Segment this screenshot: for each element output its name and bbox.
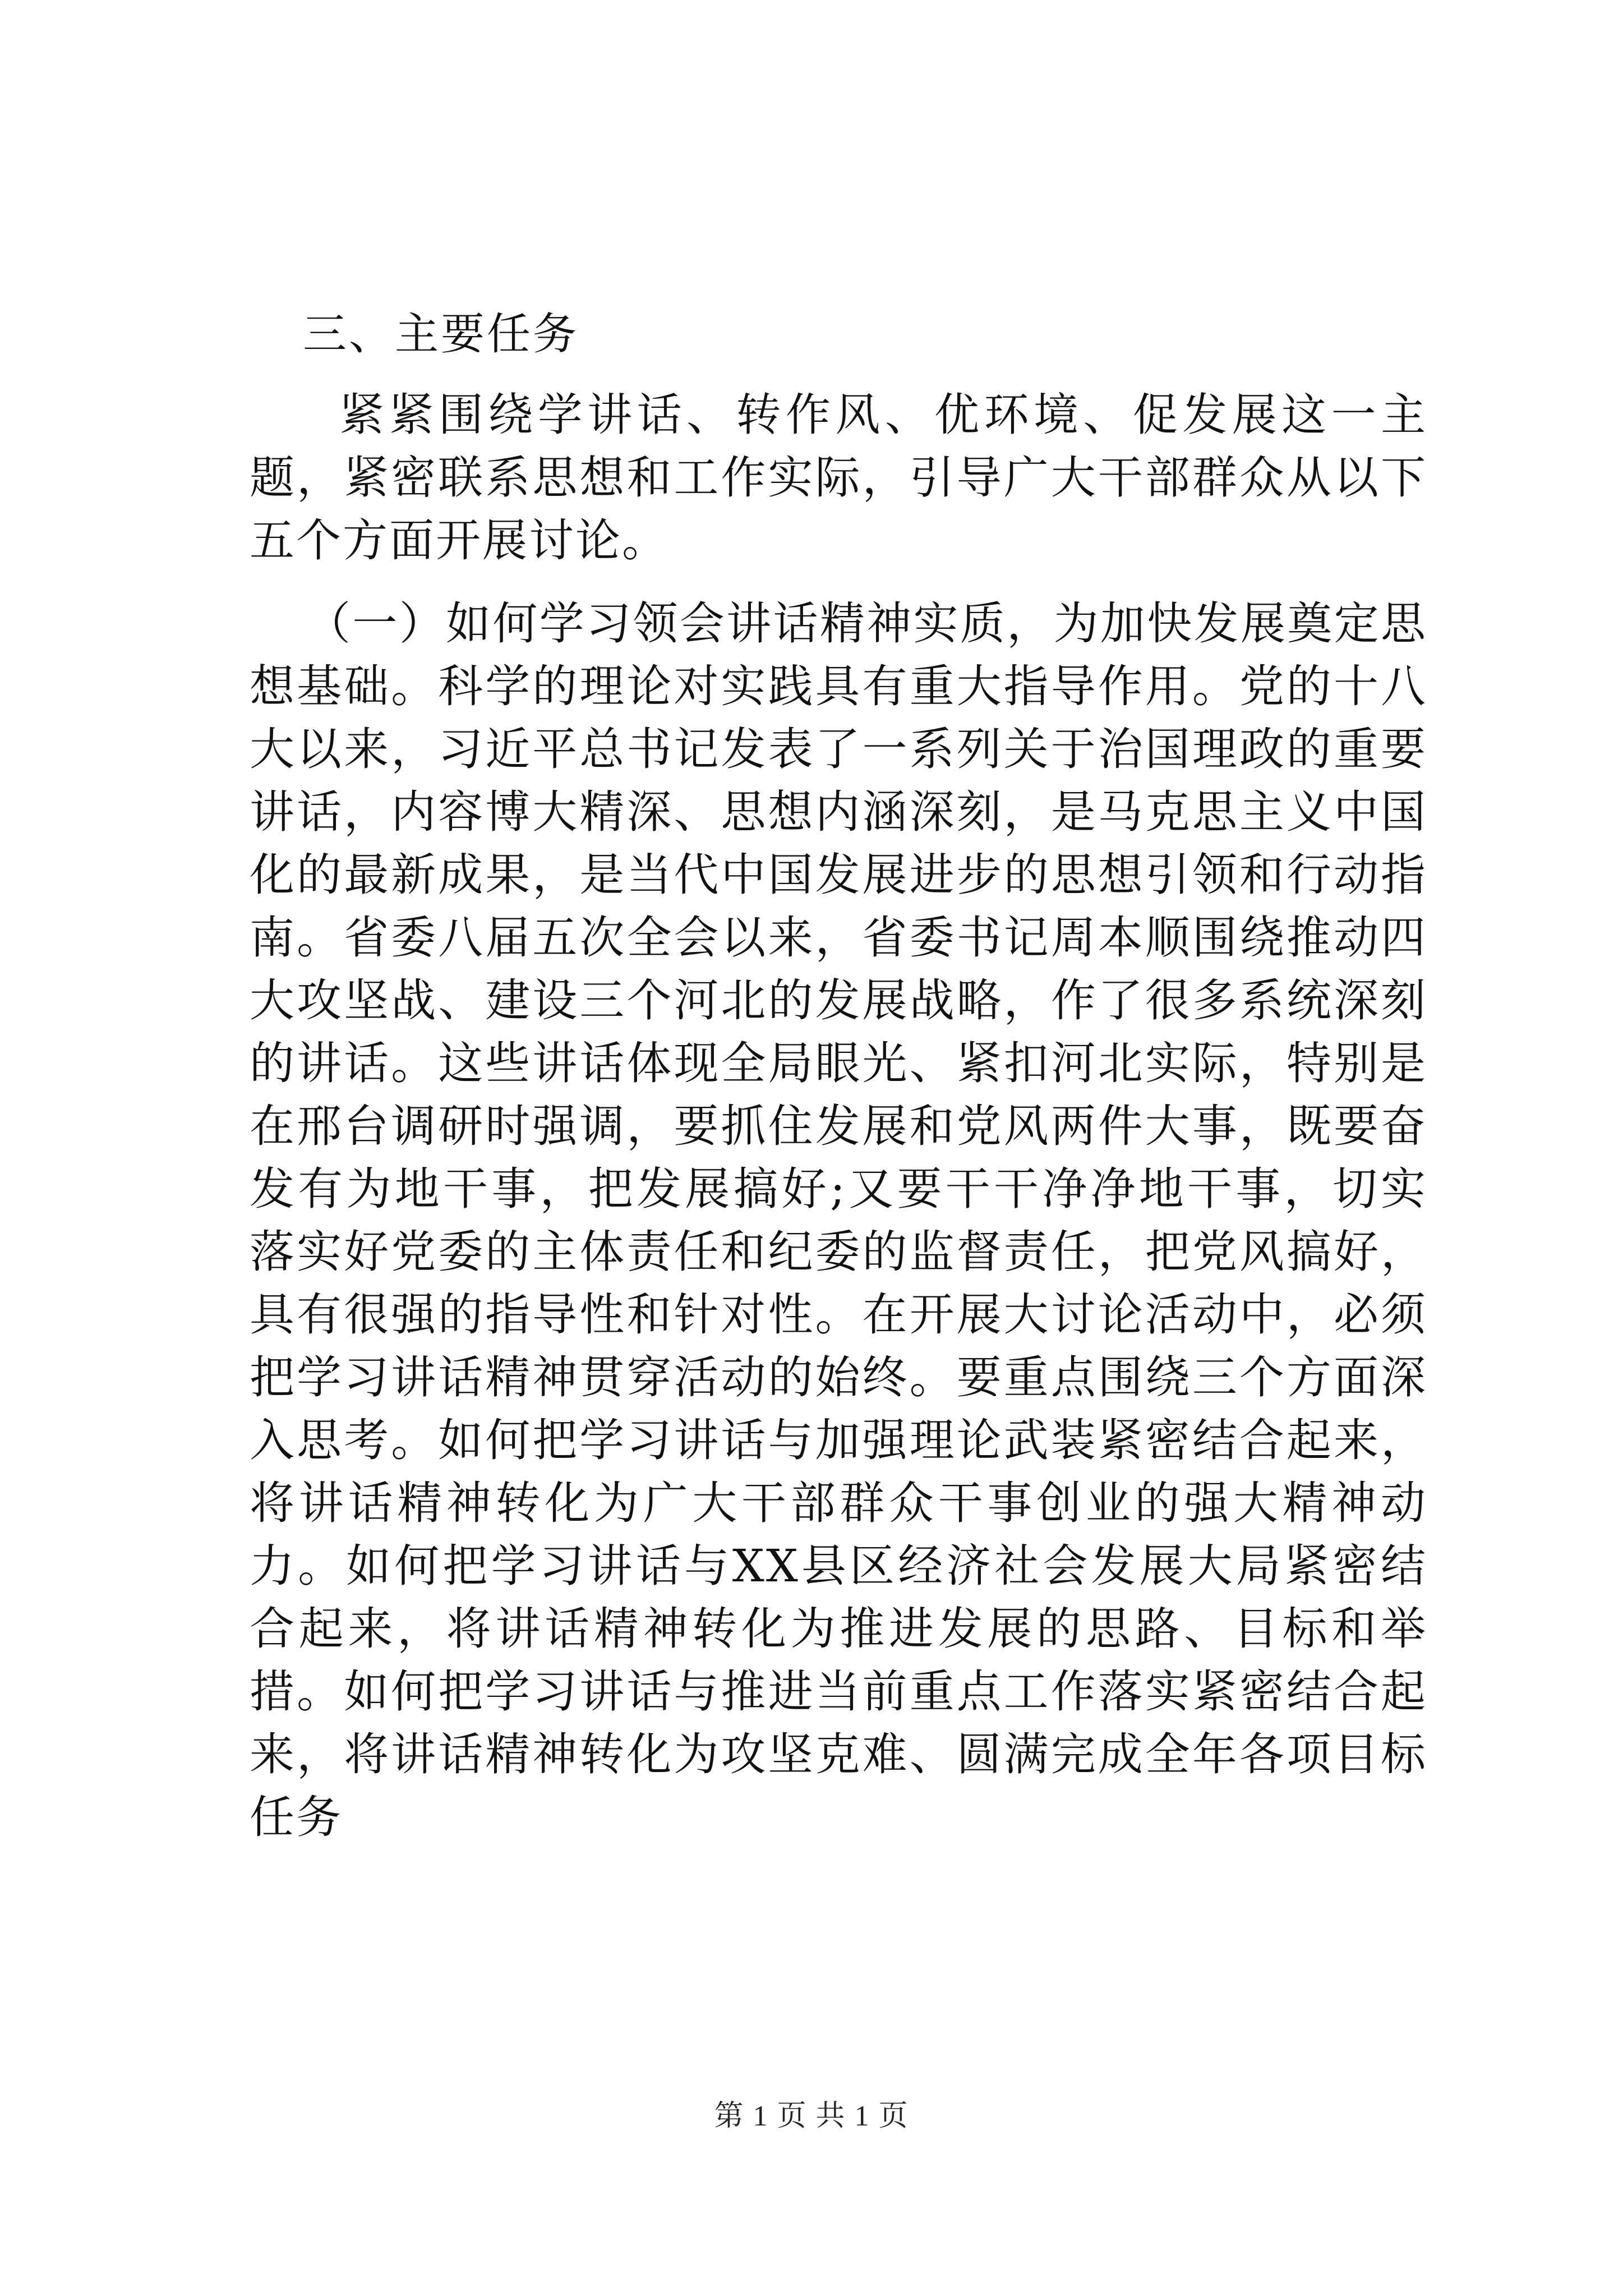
paragraph-item-one: （一）如何学习领会讲话精神实质，为加快发展奠定思想基础。科学的理论对实践具有重大指导作用。党的十八大以来，习近平总书记发表了一系列关于治国理政的重要讲话，内容博大精深、思想内涵深刻，是马克思主义中国化的最新成果，是当代中国发展进步的思想引领和行动指南。省委八届五次全会以来，省委书记周本顺围绕推动四大攻坚战、建设三个河北的发展战略，作了很多系统深刻的讲话。这些讲话体现全局眼光、紧扣河北实际，特别是在邢台调研时强调，要抓住发展和党风两件大事，既要奋发有为地干事，把发展搞好;又要干干净净地干事，切实落实好党委的主体责任和纪委的监督责任，把党风搞好，具有很强的指导性和针对性。在开展大讨论活动中，必须把学习讲话精神贯穿活动的始终。要重点围绕三个方面深入思考。如何把学习讲话与加强理论武装紧密结合起来，将讲话精神转化为广大干部群众干事创业的强大精神动力。如何把学习讲话与XX县区经济社会发展大局紧密结合起来，将讲话精神转化为推进发展的思路、目标和举措。如何把学习讲话与推进当前重点工作落实紧密结合起来，将讲话精神转化为攻坚克难、圆满完成全年各项目标任务 — [250, 597, 1427, 1843]
page-number-footer: 第 1 页 共 1 页 — [714, 2100, 909, 2132]
document-body — [250, 307, 1427, 1849]
section-heading: 三、主要任务 — [303, 309, 579, 360]
paragraph-intro: 紧紧围绕学讲话、转作风、优环境、促发展这一主题，紧密联系思想和工作实际，引导广大干部群众从以下五个方面开展讨论。 — [250, 389, 1427, 567]
